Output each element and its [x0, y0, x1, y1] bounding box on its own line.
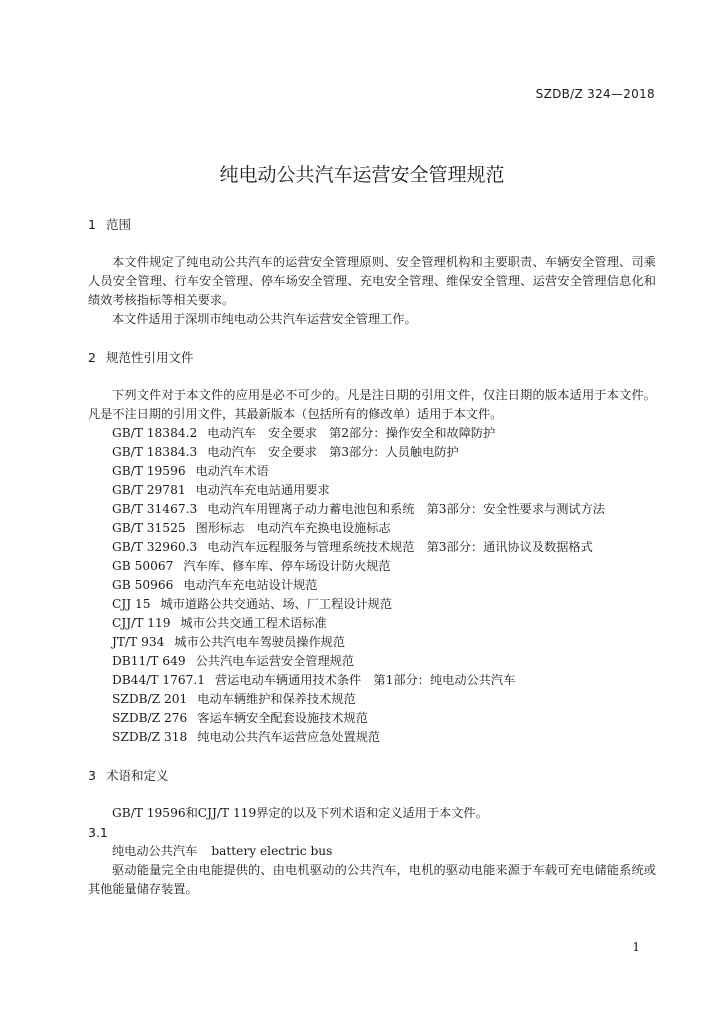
reference-name: 城市公共汽电车驾驶员操作规范: [174, 635, 346, 649]
section-1-paragraph-1: 本文件规定了纯电动公共汽车的运营安全管理原则、安全管理机构和主要职责、车辆安全管理、司乘人员安全管理、行车安全管理、停车场安全管理、充电安全管理、维保安全管理、运营安全管理信息化和绩效考核指标等相关要求。: [88, 255, 656, 307]
reference-code: GB/T 31525: [112, 521, 186, 535]
reference-item: [88, 614, 656, 633]
document-body: [88, 215, 656, 899]
reference-item: [88, 424, 656, 443]
reference-item: [88, 443, 656, 462]
section-1-heading: [88, 215, 656, 234]
section-3-intro: GB/T 19596和CJJ/T 119界定的以及下列术语和定义适用于本文件。: [112, 806, 488, 820]
reference-item: [88, 576, 656, 595]
reference-name: 营运电动车辆通用技术条件 第1部分：纯电动公共汽车: [215, 673, 516, 687]
reference-item: [88, 709, 656, 728]
reference-code: GB/T 18384.2: [112, 426, 198, 440]
subsection-3-1-number: 3.1: [88, 825, 108, 840]
reference-item: [88, 595, 656, 614]
reference-name: 图形标志 电动汽车充换电设施标志: [195, 521, 391, 535]
reference-name: 电动汽车术语: [195, 464, 269, 478]
reference-code: GB/T 19596: [112, 464, 186, 478]
section-2-number: 2: [88, 350, 96, 365]
section-1-number: 1: [88, 217, 96, 232]
reference-name: 电动汽车充电站设计规范: [183, 578, 318, 592]
reference-name: 客运车辆安全配套设施技术规范: [197, 711, 368, 725]
reference-name: 电动汽车 安全要求 第3部分：人员触电防护: [207, 445, 459, 459]
reference-name: 电动汽车 安全要求 第2部分：操作安全和故障防护: [207, 426, 496, 440]
term-heading: [88, 842, 656, 861]
reference-code: JT/T 934: [112, 635, 165, 649]
reference-item: [88, 728, 656, 747]
page-number: 1: [632, 940, 640, 954]
reference-code: CJJ 15: [112, 597, 151, 611]
reference-code: SZDB/Z 201: [112, 692, 188, 706]
term-english: battery electric bus: [211, 844, 333, 858]
term-chinese: 纯电动公共汽车: [112, 844, 198, 858]
document-title: 纯电动公共汽车运营安全管理规范: [219, 164, 505, 186]
reference-name: 公共汽电车运营安全管理规范: [195, 654, 355, 668]
reference-code: DB44/T 1767.1: [112, 673, 205, 687]
section-2-heading: [88, 348, 656, 367]
reference-code: GB 50966: [112, 578, 174, 592]
reference-item: [88, 633, 656, 652]
section-2-title: 规范性引用文件: [106, 350, 194, 365]
section-3-heading: [88, 766, 656, 785]
reference-item: [88, 462, 656, 481]
reference-item: [88, 652, 656, 671]
reference-item: [88, 500, 656, 519]
section-3-title: 术语和定义: [106, 768, 169, 783]
standard-code: SZDB/Z 324—2018: [535, 87, 655, 101]
reference-item: [88, 519, 656, 538]
section-3-number: 3: [88, 768, 96, 783]
reference-code: SZDB/Z 318: [112, 730, 188, 744]
reference-item: [88, 538, 656, 557]
reference-name: 城市道路公共交通站、场、厂工程设计规范: [160, 597, 393, 611]
reference-item: [88, 671, 656, 690]
term-definition: 驱动能量完全由电能提供的、由电机驱动的公共汽车，电机的驱动电能来源于车载可充电储能系统或其他能量储存装置。: [88, 863, 656, 896]
section-1-paragraph-2: 本文件适用于深圳市纯电动公共汽车运营安全管理工作。: [112, 312, 417, 326]
reference-code: DB11/T 649: [112, 654, 186, 668]
reference-code: SZDB/Z 276: [112, 711, 188, 725]
section-2-intro: 下列文件对于本文件的应用是必不可少的。凡是注日期的引用文件，仅注日期的版本适用于本文件。凡是不注日期的引用文件，其最新版本（包括所有的修改单）适用于本文件。: [88, 388, 656, 421]
reference-name: 电动车辆维护和保养技术规范: [197, 692, 356, 706]
section-1-title: 范围: [106, 217, 132, 232]
reference-code: GB 50067: [112, 559, 174, 573]
reference-name: 电动汽车充电站通用要求: [195, 483, 330, 497]
reference-item: [88, 481, 656, 500]
reference-code: GB/T 29781: [112, 483, 186, 497]
reference-name: 城市公共交通工程术语标准: [180, 616, 327, 630]
reference-name: 纯电动公共汽车运营应急处置规范: [197, 730, 381, 744]
reference-code: GB/T 18384.3: [112, 445, 198, 459]
reference-name: 汽车库、修车库、停车场设计防火规范: [183, 559, 391, 573]
reference-list: [88, 424, 656, 747]
reference-code: CJJ/T 119: [112, 616, 171, 630]
reference-code: GB/T 32960.3: [112, 540, 198, 554]
reference-item: [88, 690, 656, 709]
reference-name: 电动汽车远程服务与管理系统技术规范 第3部分：通讯协议及数据格式: [207, 540, 593, 554]
reference-name: 电动汽车用锂离子动力蓄电池包和系统 第3部分：安全性要求与测试方法: [207, 502, 605, 516]
reference-code: GB/T 31467.3: [112, 502, 198, 516]
reference-item: [88, 557, 656, 576]
